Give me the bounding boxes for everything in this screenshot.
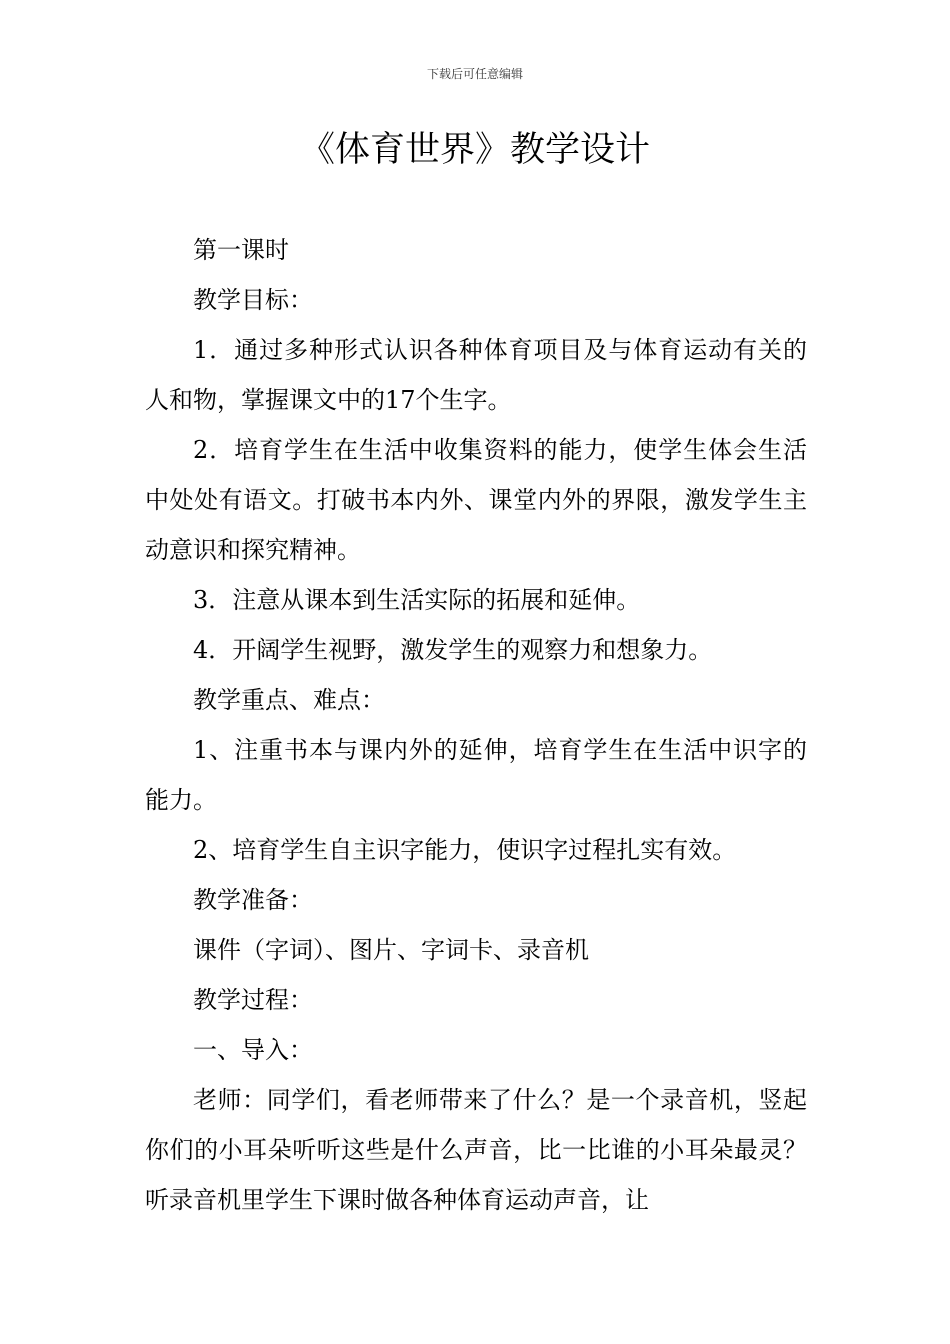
paragraph-intro-text: 老师：同学们，看老师带来了什么？是一个录音机，竖起你们的小耳朵听听这些是什么声音，比一比谁的小耳朵最灵？听录音机里学生下课时做各种体育运动声音，让 [145,1086,807,1214]
paragraph-objectives-heading: 教学目标： [193,286,313,314]
header-note: 下载后可任意编辑 [426,67,523,81]
document-body [145,225,807,1225]
paragraph-key-point-2: 2、培育学生自主识字能力，使识字过程扎实有效。 [193,836,737,864]
paragraph-objective-1: 1．通过多种形式认识各种体育项目及与体育运动有关的人和物，掌握课文中的17个生字。 [145,336,807,414]
paragraph-lesson-period: 第一课时 [193,236,289,264]
paragraph-process-heading: 教学过程： [193,986,313,1014]
paragraph-objective-3: 3．注意从课本到生活实际的拓展和延伸。 [193,586,641,614]
document-title: 《体育世界》教学设计 [299,130,650,170]
paragraph-preparation-heading: 教学准备： [193,886,313,914]
paragraph-intro-heading: 一、导入： [193,1036,313,1064]
paragraph-key-point-1: 1、注重书本与课内外的延伸，培育学生在生活中识字的能力。 [145,736,807,814]
paragraph-objective-4: 4．开阔学生视野，激发学生的观察力和想象力。 [193,636,713,664]
paragraph-key-points-heading: 教学重点、难点： [193,686,385,714]
paragraph-preparation-items: 课件（字词）、图片、字词卡、录音机 [193,936,589,964]
paragraph-objective-2: 2．培育学生在生活中收集资料的能力，使学生体会生活中处处有语文。打破书本内外、课堂内外的界限，激发学生主动意识和探究精神。 [145,436,807,564]
